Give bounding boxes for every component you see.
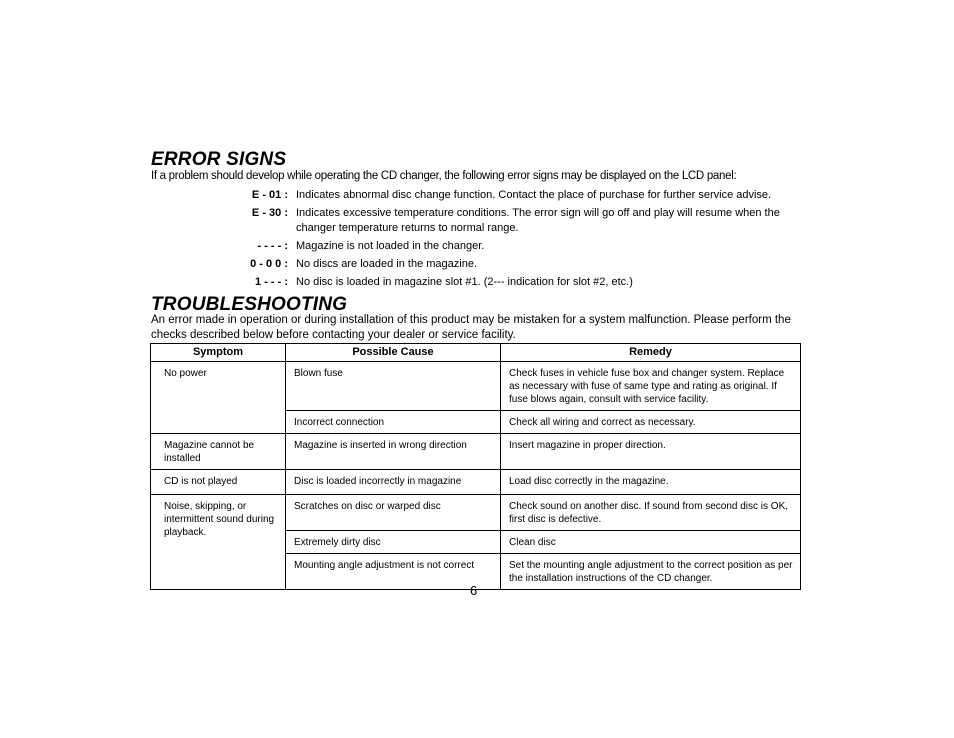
remedy-cell: Clean disc (501, 531, 801, 554)
header-symptom: Symptom (151, 344, 286, 362)
remedy-cell: Check sound on another disc. If sound from second disc is OK, first disc is defective. (501, 495, 801, 531)
symptom-cell: No power (151, 362, 286, 434)
troubleshooting-table (150, 343, 801, 590)
symptom-cell: Magazine cannot be installed (151, 434, 286, 470)
error-description: Magazine is not loaded in the changer. (296, 240, 485, 252)
cause-cell: Mounting angle adjustment is not correct (286, 554, 501, 590)
error-signs-intro: If a problem should develop while operating the CD changer, the following error signs may be displayed on the LCD panel: (151, 170, 737, 182)
header-remedy: Remedy (501, 344, 801, 362)
cause-cell: Disc is loaded incorrectly in magazine (286, 470, 501, 495)
error-sign-row (236, 257, 802, 272)
error-code: - - - - : (257, 240, 288, 252)
page-number: 6 (470, 583, 478, 598)
error-description: Indicates abnormal disc change function. Contact the place of purchase for further service advise. (296, 189, 772, 201)
table-row (151, 495, 801, 531)
cause-cell: Extremely dirty disc (286, 531, 501, 554)
error-description: No discs are loaded in the magazine. (296, 258, 477, 270)
table-row (151, 470, 801, 495)
error-signs-heading: ERROR SIGNS (151, 149, 287, 170)
error-sign-row (236, 239, 802, 254)
cause-cell: Magazine is inserted in wrong direction (286, 434, 501, 470)
error-sign-row (236, 188, 802, 203)
remedy-cell: Insert magazine in proper direction. (501, 434, 801, 470)
error-code: E - 30 : (251, 207, 288, 219)
error-sign-row (236, 206, 802, 236)
table-row (151, 362, 801, 411)
error-sign-row (236, 275, 802, 290)
remedy-cell: Check fuses in vehicle fuse box and changer system. Replace as necessary with fuse of same type and rating as original. If fuse blows again, consult with service facility. (501, 362, 801, 411)
remedy-cell: Load disc correctly in the magazine. (501, 470, 801, 495)
header-cause: Possible Cause (286, 344, 501, 362)
error-code: 1 - - - : (255, 276, 288, 288)
error-description: No disc is loaded in magazine slot #1. (2--- indication for slot #2, etc.) (296, 276, 633, 288)
remedy-cell: Check all wiring and correct as necessary. (501, 411, 801, 434)
symptom-cell: Noise, skipping, or intermittent sound during playback. (151, 495, 286, 590)
error-code: E - 01 : (251, 189, 288, 201)
cause-cell: Blown fuse (286, 362, 501, 411)
error-description: Indicates excessive temperature conditions. The error sign will go off and play will resume when the changer temperature returns to normal range. (296, 207, 780, 234)
cause-cell: Incorrect connection (286, 411, 501, 434)
error-code: 0 - 0 0 : (250, 258, 288, 270)
symptom-cell: CD is not played (151, 470, 286, 495)
table-row (151, 434, 801, 470)
remedy-cell: Set the mounting angle adjustment to the correct position as per the installation instructions of the CD changer. (501, 554, 801, 590)
cause-cell: Scratches on disc or warped disc (286, 495, 501, 531)
troubleshooting-intro: An error made in operation or during installation of this product may be mistaken for a system malfunction. Please perform the checks described below before contacting your dealer or service facility. (151, 314, 791, 341)
table-header-row (151, 344, 801, 362)
troubleshooting-heading: TROUBLESHOOTING (151, 294, 348, 315)
